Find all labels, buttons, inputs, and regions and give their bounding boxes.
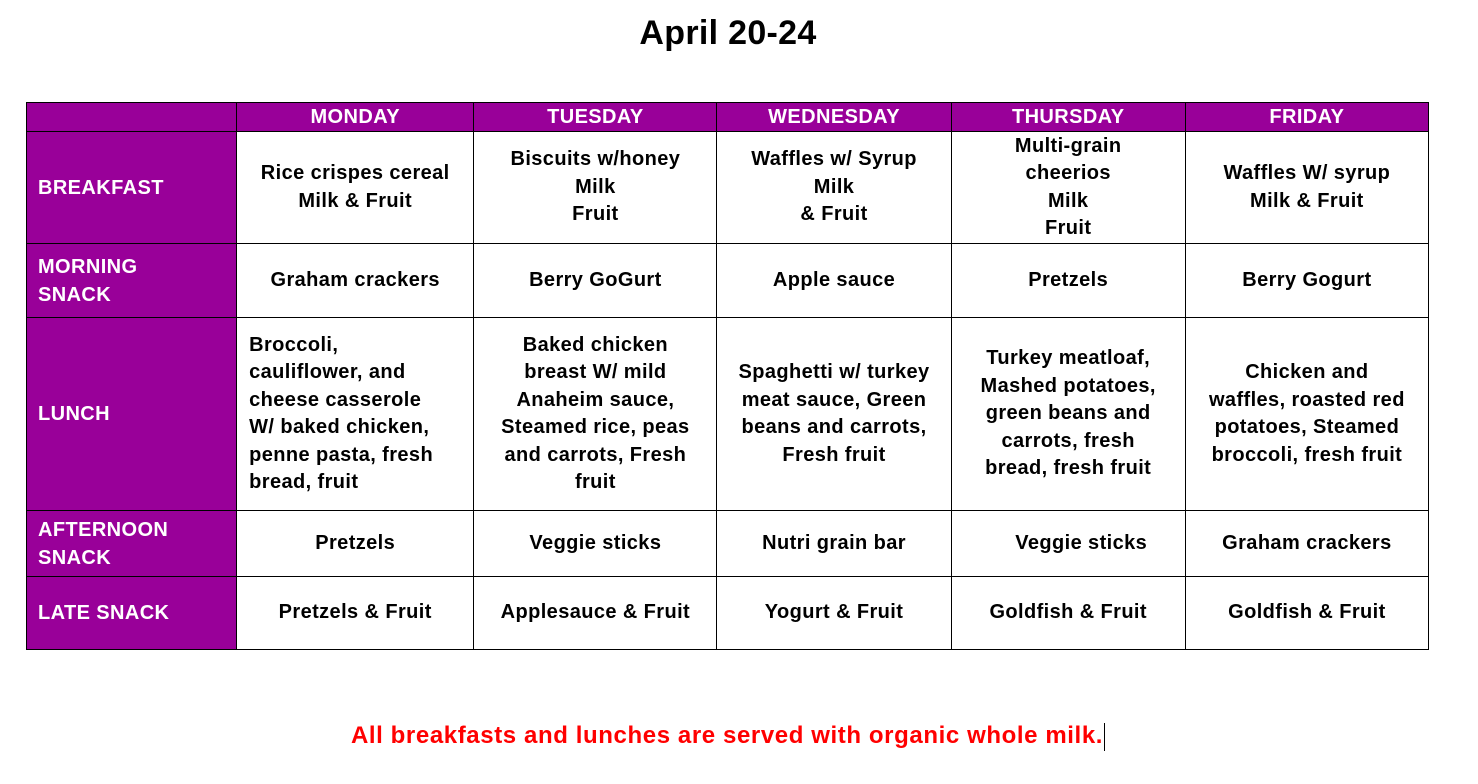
cell-lunch-wednesday (717, 318, 951, 511)
cell-morning-snack-wednesday (717, 244, 951, 318)
page-title: April 20-24 (639, 14, 817, 52)
row-morning-snack (27, 244, 1429, 318)
row-label-text: LATE SNACK (38, 602, 170, 624)
menu-item-text: Veggie sticks (529, 531, 662, 554)
menu-item-text: Waffles w/ Syrup Milk & Fruit (751, 148, 917, 226)
header-friday: FRIDAY (1185, 103, 1428, 132)
footer-note (0, 722, 1456, 751)
cell-lunch-friday (1185, 318, 1428, 511)
footer-text: All breakfasts and lunches are served with organic whole milk. (350, 722, 1104, 749)
cell-morning-snack-friday (1185, 244, 1428, 318)
cell-lunch-monday (237, 318, 474, 511)
cell-late-snack-wednesday (717, 577, 951, 650)
row-lunch (27, 318, 1429, 511)
header-monday: MONDAY (237, 103, 474, 132)
menu-item-text: Graham crackers (1222, 531, 1392, 554)
menu-item-text: Nutri grain bar (762, 531, 906, 554)
menu-item-text: Waffles W/ syrup Milk & Fruit (1223, 162, 1391, 212)
menu-item-text: Apple sauce (772, 268, 896, 291)
cell-late-snack-tuesday (474, 577, 717, 650)
menu-item-text: Pretzels (315, 531, 396, 554)
cell-morning-snack-monday (237, 244, 474, 318)
row-breakfast (27, 132, 1429, 244)
menu-item-text: Baked chicken breast W/ mild Anaheim sauce, Steamed rice, peas and carrots, Fresh fruit (501, 333, 690, 493)
cell-breakfast-wednesday (717, 132, 951, 244)
row-label-text: AFTERNOON SNACK (38, 518, 169, 569)
cell-afternoon-snack-thursday (951, 511, 1185, 577)
cell-late-snack-thursday (951, 577, 1185, 650)
menu-item-text: Biscuits w/honey Milk Fruit (510, 148, 681, 226)
row-label-late-snack (27, 577, 237, 650)
cell-afternoon-snack-wednesday (717, 511, 951, 577)
menu-item-text: Rice crispes cereal Milk & Fruit (260, 162, 450, 212)
row-label-afternoon-snack (27, 511, 237, 577)
menu-item-text: Turkey meatloaf, Mashed potatoes, green beans and carrots, fresh bread, fresh fruit (980, 347, 1156, 480)
cell-afternoon-snack-tuesday (474, 511, 717, 577)
cell-breakfast-thursday (951, 132, 1185, 244)
row-afternoon-snack (27, 511, 1429, 577)
cell-breakfast-monday (237, 132, 474, 244)
cell-breakfast-tuesday (474, 132, 717, 244)
menu-item-text: Broccoli, cauliflower, and cheese casserole W/ baked chicken, penne pasta, fresh bread, fruit (249, 333, 434, 493)
row-late-snack (27, 577, 1429, 650)
menu-item-text: Veggie sticks (1015, 531, 1148, 554)
menu-item-text: Berry GoGurt (529, 268, 662, 291)
menu-item-text: Chicken and waffles, roasted red potatoes, Steamed broccoli, fresh fruit (1208, 361, 1405, 466)
cell-morning-snack-thursday (951, 244, 1185, 318)
menu-item-text: Multi-grain cheerios Milk Fruit (1014, 134, 1122, 239)
header-tuesday: TUESDAY (474, 103, 717, 132)
menu-table (26, 102, 1429, 650)
menu-item-text: Pretzels & Fruit (278, 601, 432, 624)
header-corner-cell (27, 103, 237, 132)
cell-morning-snack-tuesday (474, 244, 717, 318)
row-label-breakfast (27, 132, 237, 244)
menu-item-text: Graham crackers (270, 268, 440, 291)
cell-lunch-tuesday (474, 318, 717, 511)
menu-item-text: Goldfish & Fruit (989, 601, 1147, 624)
cell-afternoon-snack-friday (1185, 511, 1428, 577)
menu-item-text: Berry Gogurt (1242, 268, 1372, 291)
header-row (27, 103, 1429, 132)
menu-item-text: Spaghetti w/ turkey meat sauce, Green beans and carrots, Fresh fruit (738, 361, 930, 466)
row-label-text: MORNING SNACK (38, 255, 138, 306)
cell-late-snack-friday (1185, 577, 1428, 650)
cell-afternoon-snack-monday (237, 511, 474, 577)
cell-lunch-thursday (951, 318, 1185, 511)
menu-item-text: Applesauce & Fruit (500, 601, 691, 624)
text-cursor (1104, 723, 1105, 751)
menu-item-text: Pretzels (1028, 268, 1109, 291)
cell-late-snack-monday (237, 577, 474, 650)
row-label-morning-snack (27, 244, 237, 318)
menu-item-text: Goldfish & Fruit (1228, 601, 1386, 624)
header-wednesday: WEDNESDAY (717, 103, 951, 132)
row-label-lunch (27, 318, 237, 511)
row-label-text: BREAKFAST (38, 176, 164, 199)
menu-item-text: Yogurt & Fruit (764, 601, 904, 624)
cell-breakfast-friday (1185, 132, 1428, 244)
row-label-text: LUNCH (38, 403, 110, 425)
header-thursday: THURSDAY (951, 103, 1185, 132)
